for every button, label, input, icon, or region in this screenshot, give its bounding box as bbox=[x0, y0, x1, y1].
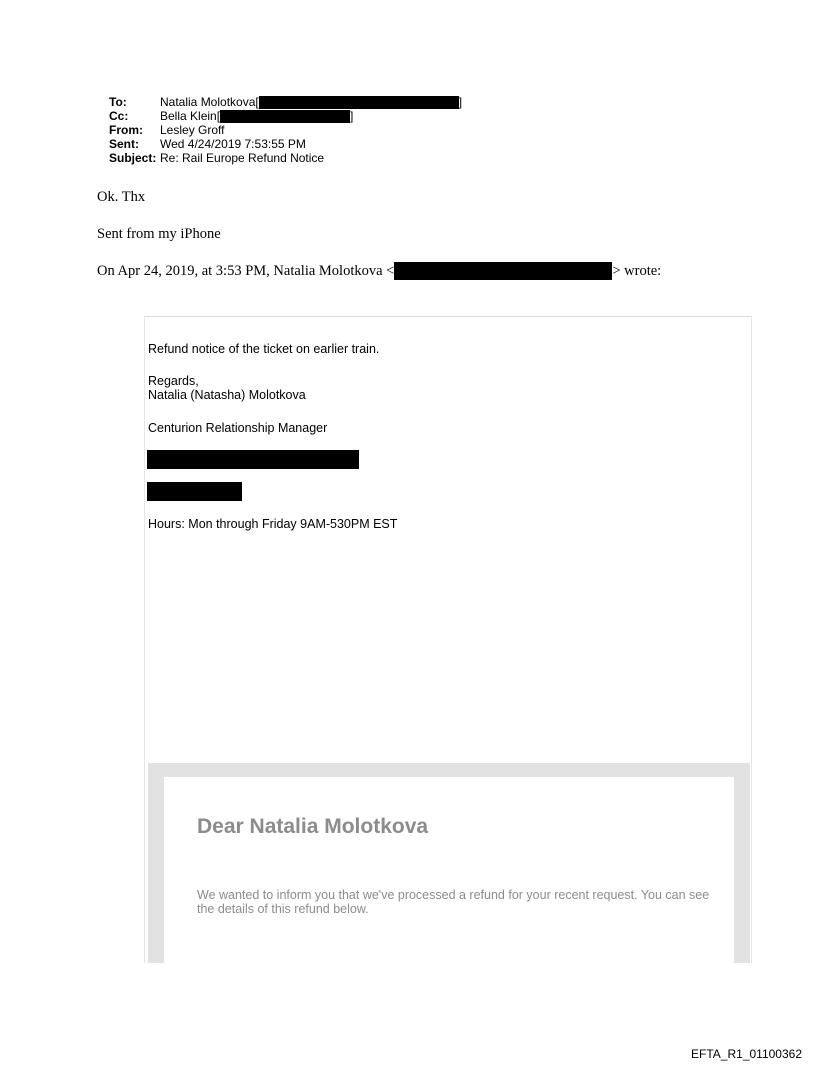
redaction-block bbox=[147, 450, 359, 469]
from-label: From: bbox=[109, 123, 143, 137]
redaction-block bbox=[394, 262, 612, 280]
quoted-regards: Regards, bbox=[148, 374, 199, 388]
quoted-line: Refund notice of the ticket on earlier train. bbox=[148, 342, 380, 356]
reply-signature: Sent from my iPhone bbox=[97, 226, 221, 242]
subject-value: Re: Rail Europe Refund Notice bbox=[160, 151, 325, 165]
quoted-hours: Hours: Mon through Friday 9AM-530PM EST bbox=[148, 517, 398, 531]
to-label: To: bbox=[109, 95, 127, 109]
redaction-block bbox=[147, 482, 242, 501]
subject-label: Subject: bbox=[109, 151, 157, 165]
subject-row bbox=[109, 151, 462, 165]
quoted-sender-title: Centurion Relationship Manager bbox=[148, 421, 328, 435]
cc-label: Cc: bbox=[109, 109, 129, 123]
attribution-prefix: On Apr 24, 2019, at 3:53 PM, Natalia Molotkova < bbox=[97, 262, 395, 279]
to-row: To: Natalia Molotkova [ ] bbox=[109, 95, 463, 109]
from-value: Lesley Groff bbox=[160, 123, 225, 137]
redaction-block bbox=[220, 110, 350, 123]
attribution-suffix: > wrote: bbox=[612, 262, 662, 279]
refund-notice-frame bbox=[148, 763, 750, 963]
sent-value: Wed 4/24/2019 7:53:55 PM bbox=[160, 137, 306, 151]
email-header bbox=[109, 95, 462, 165]
attribution-line bbox=[97, 262, 661, 280]
notice-greeting: Dear Natalia Molotkova bbox=[197, 815, 429, 838]
from-row bbox=[109, 123, 462, 137]
redaction-block bbox=[259, 96, 459, 109]
document-id: EFTA_R1_01100362 bbox=[691, 1047, 802, 1061]
to-value: Natalia Molotkova bbox=[160, 95, 256, 109]
reply-body: Ok. Thx bbox=[97, 189, 146, 205]
quoted-message bbox=[144, 316, 752, 963]
notice-message: We wanted to inform you that we've processed a refund for your recent request. You can see the details of this refund below. bbox=[197, 888, 710, 916]
cc-row: Cc: Bella Klein [ ] bbox=[109, 109, 354, 123]
quoted-sender-name: Natalia (Natasha) Molotkova bbox=[148, 388, 306, 402]
sent-row bbox=[109, 137, 462, 151]
cc-value: Bella Klein bbox=[160, 109, 217, 123]
sent-label: Sent: bbox=[109, 137, 139, 151]
refund-notice bbox=[164, 777, 734, 963]
